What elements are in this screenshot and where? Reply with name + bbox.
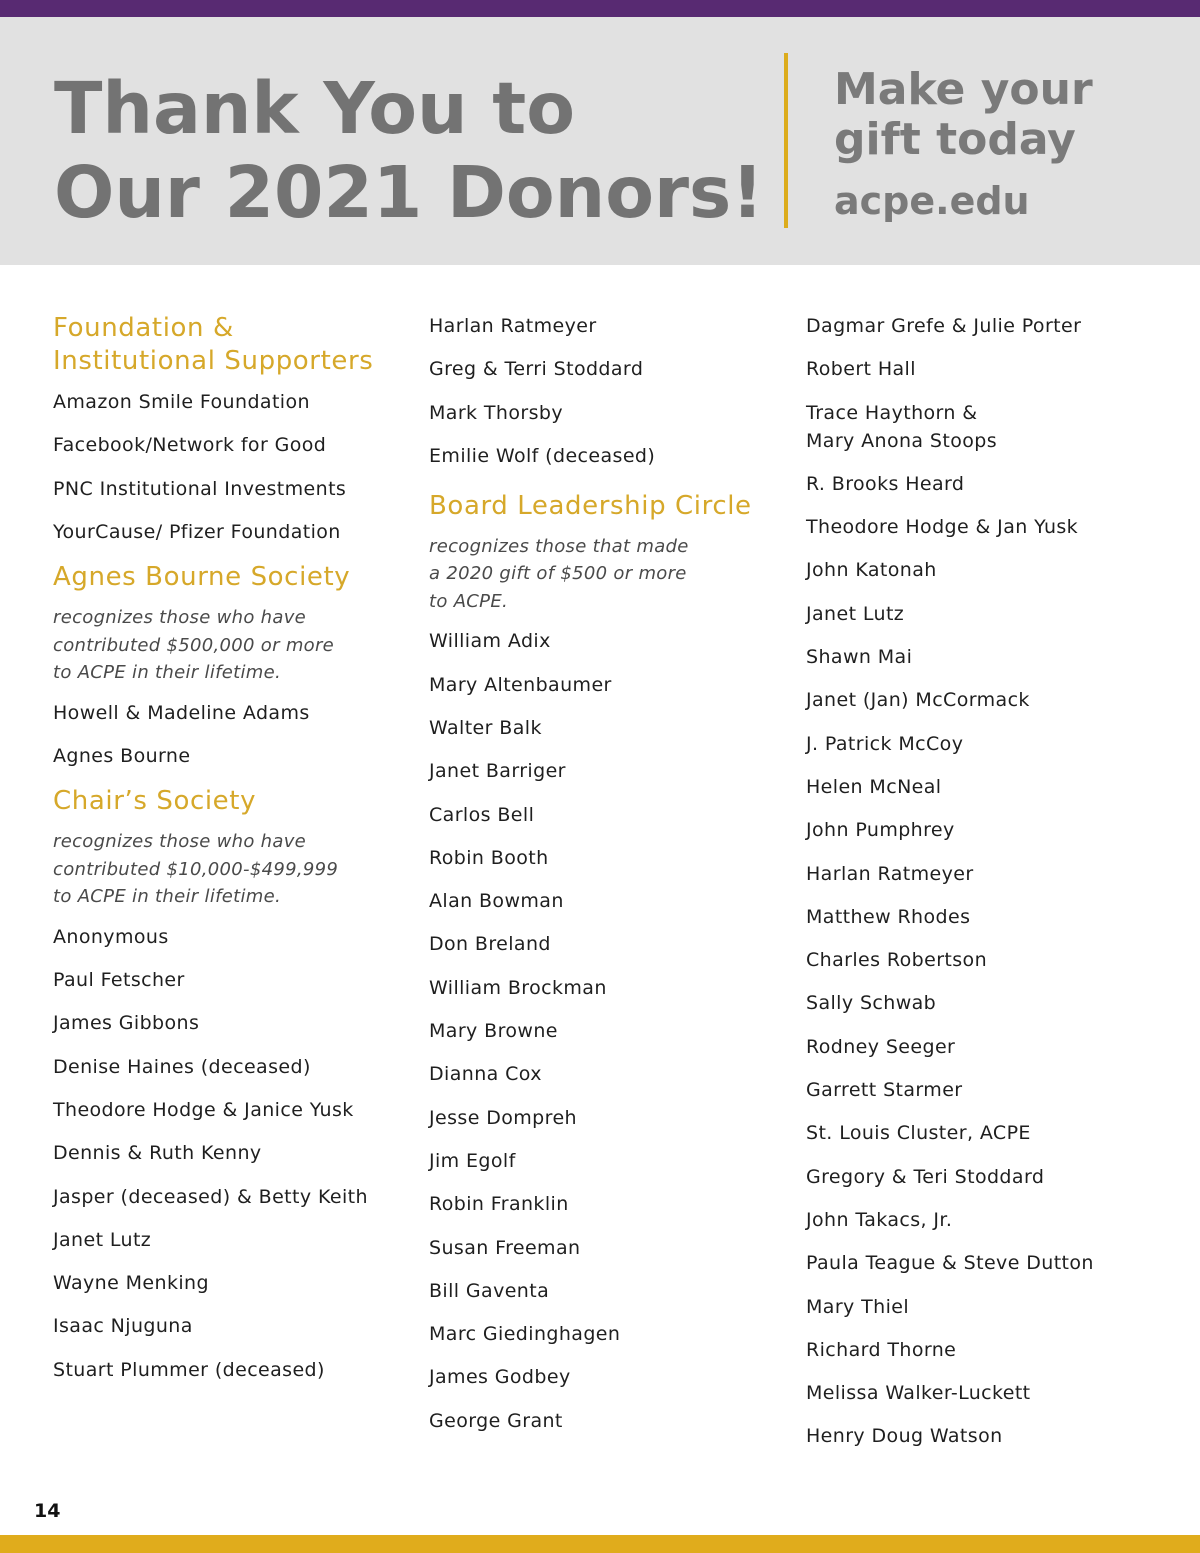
page-header	[0, 17, 1200, 265]
agnes-bourne-section	[53, 561, 403, 770]
list-item: George Grant	[429, 1409, 563, 1432]
list-item: Agnes Bourne	[53, 744, 191, 767]
list-item: Bill Gaventa	[429, 1279, 550, 1302]
list-item: PNC Institutional Investments	[53, 477, 347, 500]
foundation-heading: Foundation & Institutional Supporters	[53, 313, 374, 376]
list-item: Garrett Starmer	[806, 1079, 963, 1102]
board-leadership-section	[429, 490, 789, 1435]
list-item: Mark Thorsby	[429, 401, 563, 424]
chairs-society-heading: Chair’s Society	[53, 786, 257, 817]
agnes-bourne-heading: Agnes Bourne Society	[53, 562, 351, 593]
column-1	[53, 312, 403, 1399]
list-item: Harlan Ratmeyer	[806, 862, 974, 885]
cta-url-link[interactable]: acpe.edu	[834, 179, 1030, 223]
list-item: Gregory & Teri Stoddard	[806, 1165, 1045, 1188]
agnes-bourne-list	[53, 699, 403, 770]
list-item: Melissa Walker-Luckett	[806, 1382, 1031, 1405]
list-item: Amazon Smile Foundation	[53, 391, 310, 413]
list-item: Mary Thiel	[806, 1295, 910, 1318]
list-item: Denise Haines (deceased)	[53, 1055, 311, 1078]
list-item: Isaac Njuguna	[53, 1315, 193, 1338]
list-item: Jesse Dompreh	[429, 1106, 577, 1129]
list-item: Don Breland	[429, 933, 551, 956]
list-item: Paula Teague & Steve Dutton	[806, 1252, 1094, 1275]
page-number: 14	[34, 1500, 61, 1522]
list-item: Alan Bowman	[429, 890, 564, 913]
list-item: St. Louis Cluster, ACPE	[806, 1122, 1031, 1145]
list-item: Robin Booth	[429, 846, 549, 869]
bottom-accent-bar	[0, 1535, 1200, 1553]
list-item: R. Brooks Heard	[806, 472, 965, 495]
list-item: John Katonah	[806, 559, 937, 582]
cta-line-1: Make your	[834, 64, 1093, 115]
list-item: Rodney Seeger	[806, 1035, 956, 1058]
list-item: Harlan Ratmeyer	[429, 315, 597, 337]
list-item: Jim Egolf	[429, 1149, 516, 1172]
column-2	[429, 312, 789, 1450]
list-item: Mary Altenbaumer	[429, 673, 612, 696]
list-item: Paul Fetscher	[53, 969, 185, 992]
list-item: Dagmar Grefe & Julie Porter	[806, 315, 1082, 337]
list-item: John Takacs, Jr.	[806, 1208, 953, 1231]
board-leadership-list-continued	[806, 312, 1186, 1450]
list-item: Walter Balk	[429, 716, 542, 739]
list-item: Emilie Wolf (deceased)	[429, 444, 656, 467]
column-3	[806, 312, 1186, 1466]
page-title	[54, 67, 764, 235]
board-leadership-list	[429, 627, 789, 1434]
list-item: William Brockman	[429, 976, 607, 999]
list-item: Richard Thorne	[806, 1338, 957, 1361]
foundation-section	[53, 312, 403, 546]
list-item: Greg & Terri Stoddard	[429, 358, 644, 381]
list-item: Shawn Mai	[806, 646, 913, 669]
gift-callout	[834, 65, 1093, 223]
chairs-society-list-continued	[429, 312, 789, 470]
list-item: YourCause/ Pfizer Foundation	[53, 520, 341, 543]
list-item: Jasper (deceased) & Betty Keith	[53, 1185, 368, 1208]
list-item: Robert Hall	[806, 358, 916, 381]
list-item: Carlos Bell	[429, 803, 535, 826]
list-item: Janet Lutz	[806, 602, 905, 625]
list-item: Theodore Hodge & Jan Yusk	[806, 516, 1079, 539]
cta-line-2: gift today	[834, 114, 1076, 165]
list-item: Mary Browne	[429, 1020, 558, 1043]
list-item: John Pumphrey	[806, 819, 955, 842]
list-item: Wayne Menking	[53, 1272, 209, 1295]
foundation-list	[53, 388, 403, 546]
list-item: Robin Franklin	[429, 1193, 569, 1216]
list-item: Facebook/Network for Good	[53, 434, 327, 457]
top-accent-bar	[0, 0, 1200, 17]
title-line-1: Thank You to	[54, 67, 576, 150]
list-item: Henry Doug Watson	[806, 1425, 1003, 1448]
list-item: Stuart Plummer (deceased)	[53, 1358, 325, 1381]
list-item: James Gibbons	[53, 1012, 200, 1035]
list-item: Janet (Jan) McCormack	[806, 689, 1030, 712]
list-item: Marc Giedinghagen	[429, 1323, 621, 1346]
chairs-society-description: recognizes those who have contributed $10,000-$499,999 to ACPE in their lifetime.	[53, 831, 339, 908]
list-item: Anonymous	[53, 925, 169, 948]
list-item: Janet Barriger	[429, 760, 566, 783]
list-item: Howell & Madeline Adams	[53, 701, 310, 724]
list-item: Sally Schwab	[806, 992, 937, 1015]
list-item: Theodore Hodge & Janice Yusk	[53, 1098, 354, 1121]
list-item: J. Patrick McCoy	[806, 732, 964, 755]
list-item: Trace Haythorn & Mary Anona Stoops	[806, 401, 998, 452]
list-item: William Adix	[429, 630, 551, 653]
chairs-society-section	[53, 785, 403, 1383]
list-item: Helen McNeal	[806, 775, 942, 798]
list-item: Charles Robertson	[806, 949, 988, 972]
list-item: Dianna Cox	[429, 1063, 542, 1086]
chairs-society-list	[53, 923, 403, 1384]
list-item: Matthew Rhodes	[806, 905, 971, 928]
agnes-bourne-description: recognizes those who have contributed $500,000 or more to ACPE in their lifetime.	[53, 607, 335, 684]
board-leadership-description: recognizes those that made a 2020 gift of $500 or more to ACPE.	[429, 535, 689, 612]
list-item: James Godbey	[429, 1366, 571, 1389]
list-item: Susan Freeman	[429, 1236, 581, 1259]
board-leadership-heading: Board Leadership Circle	[429, 490, 752, 521]
list-item: Janet Lutz	[53, 1228, 152, 1251]
title-line-2: Our 2021 Donors!	[54, 151, 764, 234]
list-item: Dennis & Ruth Kenny	[53, 1142, 262, 1165]
header-divider	[784, 53, 788, 228]
